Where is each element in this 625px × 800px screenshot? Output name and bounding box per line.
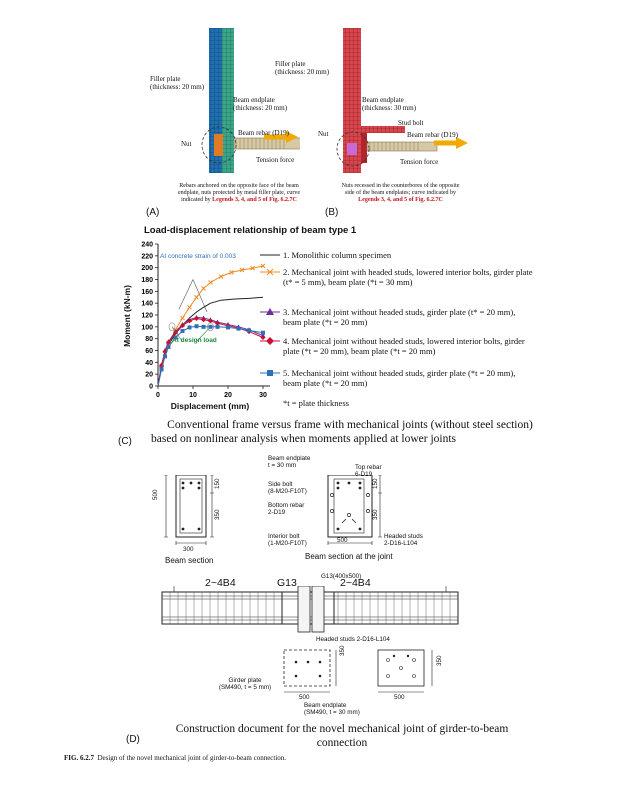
chart-y-tick-label: 180 <box>141 277 153 284</box>
beam-section-drawing <box>160 475 220 545</box>
label-left-beam: 2~4B4 <box>205 577 236 589</box>
beam-section-dim-350: 350 <box>214 509 221 520</box>
chart-ylabel-wrap <box>120 248 134 384</box>
stud-plate-mesh <box>361 126 405 133</box>
figure-caption-text: Design of the novel mechanical joint of girder-to-beam connection. <box>97 754 287 762</box>
chart-y-tick-label: 240 <box>141 241 153 249</box>
chart-y-tick-label: 100 <box>141 324 153 332</box>
legend-item-5: 5. Mechanical joint without headed studs, girder plate (*t = 20 mm), beam plate (*t = 20 mm) <box>283 368 516 388</box>
label-girder-plate: Girder plate (SM490, t = 5 mm) <box>218 677 272 691</box>
panel-d-caption-line-2: connection <box>316 737 368 749</box>
panel-d-letter: (D) <box>126 734 140 745</box>
chart-annotation-concrete: At concrete strain of 0.003 <box>160 253 236 260</box>
legend-swatch-1 <box>258 250 282 260</box>
figure-caption <box>64 754 286 762</box>
beam-section-dim-500: 500 <box>152 489 159 500</box>
chart-point-s5 <box>261 331 265 335</box>
beam-elevation-drawing <box>160 586 460 638</box>
legend-swatch-4 <box>258 336 282 346</box>
panel-a-rebar-label: Beam rebar (D19) <box>238 129 289 137</box>
panel-a-tension-label: Tension force <box>256 156 295 164</box>
panel-b-caption: Nuts recessed in the counterbores of the opposite side of the beam endplates; curve indicated by Legends 3, 4, and 5 of Fig. 6.2.7C <box>341 183 460 203</box>
label-interior-bolt: Interior bolt (1-M20-F10T) <box>268 533 307 547</box>
nut-block <box>347 143 357 155</box>
legend-item-4: 4. Mechanical joint without headed studs, lowered interior bolts, girder plate (*t = 20 mm), beam plate (*t = 20 mm) <box>283 336 525 356</box>
girder-plate-dim-500: 500 <box>299 694 310 701</box>
chart-y-tick-label: 120 <box>141 312 153 320</box>
label-headed-studs: Headed studs 2-D16-L104 <box>384 533 423 547</box>
chart-point-s2 <box>188 305 192 309</box>
chart-svg <box>120 238 280 415</box>
chart-point-s5 <box>226 325 230 329</box>
nut-block <box>214 134 223 156</box>
chart-point-s2 <box>195 295 199 299</box>
chart-point-s5 <box>163 354 167 358</box>
panel-c-caption-line-1: Conventional frame versus frame with mechanical joints (without steel section) <box>167 419 533 431</box>
chart-y-tick-label: 220 <box>141 253 153 261</box>
chart-y-tick-label: 40 <box>145 359 153 367</box>
chart-x-tick-label: 30 <box>259 392 267 399</box>
beam-section-dim-300: 300 <box>183 546 194 553</box>
chart-title: Load-displacement relationship of beam type 1 <box>144 225 357 236</box>
chart-annotation-leader <box>179 280 207 313</box>
chart-y-tick-label: 60 <box>145 348 153 355</box>
panel-c-caption-line-2: based on nonlinear analysis when moments applied at lower joints <box>151 433 457 445</box>
label-side-bolt: Side bolt (8-M20-F10T) <box>268 481 307 495</box>
panel-b-nut-label: Nut <box>318 130 329 138</box>
panel-a-letter: (A) <box>146 207 160 218</box>
panel-b-rebar-label: Beam rebar (D19) <box>407 131 458 139</box>
chart-x-tick-label: 20 <box>224 392 232 399</box>
chart-point-s5 <box>188 325 192 329</box>
panel-b-letter: (B) <box>325 207 339 218</box>
chart-ylabel: Moment (kN-m) <box>122 285 133 347</box>
chart-point-s5 <box>237 327 241 331</box>
chart-x-tick-label: 10 <box>189 392 197 399</box>
legend-item-2: 2. Mechanical joint with headed studs, lowered interior bolts, girder plate (t* = 5 mm), beam plate (*t = 30 mm) <box>283 267 533 287</box>
panel-b-stud-label: Stud bolt <box>398 119 424 127</box>
chart-point-s5 <box>195 324 199 328</box>
chart-point-s5 <box>160 367 164 371</box>
plate-details-drawing <box>268 646 460 696</box>
chart-point-s4 <box>194 316 199 321</box>
panel-c-letter: (C) <box>118 436 132 447</box>
legend-swatch-2 <box>258 267 282 277</box>
label-endplate-bottom: Beam endplate (SM490, t = 30 mm) <box>304 702 360 716</box>
label-bottom-rebar: Bottom rebar 2-D19 <box>268 502 305 516</box>
joint-section-dim-350: 350 <box>372 509 379 520</box>
chart-point-s5 <box>247 328 251 332</box>
chart-y-tick-label: 80 <box>145 336 153 344</box>
figure-caption-label: FIG. 6.2.7 <box>64 754 94 762</box>
label-headed-studs-long: Headed studs 2-D16-L104 <box>316 636 390 643</box>
panel-a-nut-label: Nut <box>181 140 192 148</box>
chart-point-s2 <box>219 275 223 279</box>
label-g13-size: G13(400x500) <box>321 573 362 580</box>
chart-point-s5 <box>202 325 206 329</box>
chart-point-s5 <box>167 345 171 349</box>
chart-x-tick-label: 0 <box>156 392 160 399</box>
chart-y-tick-label: 140 <box>141 300 153 308</box>
panel-b-endplate-label: Beam endplate (thickness: 30 mm) <box>362 96 417 112</box>
panel-a-endplate-label: Beam endplate (thickness: 20 mm) <box>233 96 288 112</box>
chart-annotation-design: At design load <box>172 337 217 344</box>
chart-y-tick-label: 200 <box>141 265 153 273</box>
girder-plate-dim-350: 350 <box>339 645 346 656</box>
chart-footnote: *t = plate thickness <box>283 398 349 408</box>
panel-d-caption-line-1: Construction document for the novel mechanical joint of girder-to-beam <box>175 723 509 735</box>
joint-section-title: Beam section at the joint <box>305 552 393 561</box>
chart-y-tick-label: 0 <box>149 383 153 391</box>
legend-item-1: 1. Monolithic column specimen <box>283 250 392 260</box>
panel-b-tension-label: Tension force <box>400 158 439 166</box>
panel-b-filler-label: Filler plate (thickness: 20 mm) <box>275 60 330 76</box>
joint-section-dim-500: 500 <box>337 537 348 544</box>
beam-section-dim-150: 150 <box>214 478 221 489</box>
label-right-beam: 2~4B4 <box>340 577 371 589</box>
panel-a-filler-label: Filler plate (thickness: 20 mm) <box>150 75 205 91</box>
panel-a-caption: Rebars anchored on the opposite face of the beam endplate, nuts protected by metal filler plate, curve indicated by Legends 3, 4, and 5 of Fig. 6.2.7C <box>177 183 301 203</box>
label-top-rebar: Top rebar 6-D19 <box>355 464 382 478</box>
beam-section-title: Beam section <box>165 556 214 565</box>
label-beam-endplate: Beam endplate t = 30 mm <box>268 455 311 469</box>
chart-y-tick-label: 20 <box>145 371 153 379</box>
chart-point-s2 <box>181 316 185 320</box>
chart-point-s5 <box>181 329 185 333</box>
endplate-dim-350: 350 <box>436 655 443 666</box>
chart-xlabel: Displacement (mm) <box>170 401 250 411</box>
chart-point-s2 <box>202 286 206 290</box>
chart-point-s5 <box>216 325 220 329</box>
chart-point-s2 <box>209 280 213 284</box>
legend-item-3: 3. Mechanical joint without headed studs, girder plate (t* = 20 mm), beam plate (*t = 20 mm) <box>283 307 516 327</box>
endplate-dim-500: 500 <box>394 694 405 701</box>
joint-section-dim-150: 150 <box>372 478 379 489</box>
legend-swatch-3 <box>258 307 282 317</box>
legend-swatch-5 <box>258 368 282 378</box>
label-g13: G13 <box>277 577 297 589</box>
chart-y-tick-label: 160 <box>141 288 153 296</box>
chart-point-s5 <box>209 325 213 329</box>
